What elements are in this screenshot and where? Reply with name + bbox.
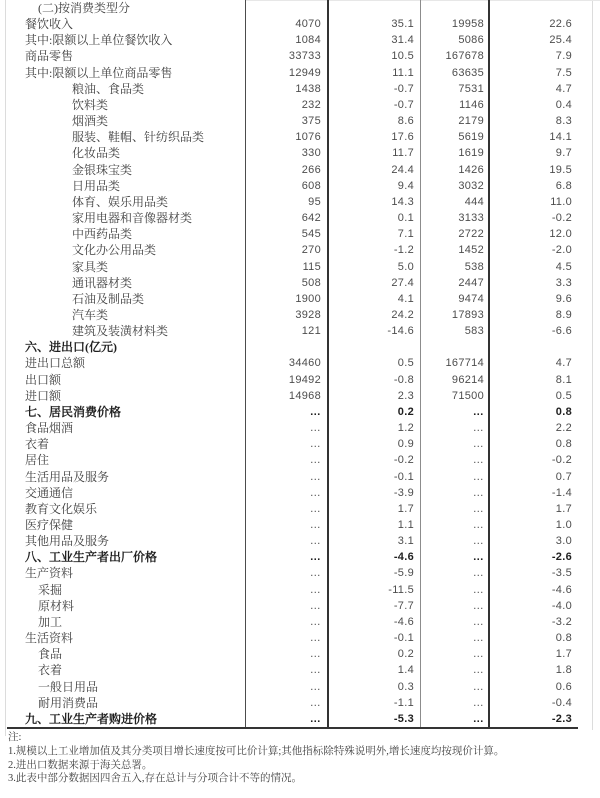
table-row [7,210,578,226]
cell-value: 545 [246,226,329,242]
table-row [7,469,578,485]
row-label: 建筑及装潢材料类 [7,323,246,339]
row-label: 生活用品及服务 [7,469,246,485]
row-label: 服装、鞋帽、针纺织品类 [7,129,246,145]
cell-value: 538 [421,259,490,275]
table-row [7,501,578,517]
table-row [7,355,578,371]
cell-value: 2722 [421,226,490,242]
table-row [7,32,578,48]
row-label: 中西药品类 [7,226,246,242]
cell-value: … [246,436,329,452]
cell-value: 19958 [421,16,490,32]
table-row [7,65,578,81]
table-row [7,630,578,646]
cell-value: 1146 [421,97,490,113]
cell-value: … [246,679,329,695]
table-row [7,178,578,194]
cell-value: 35.1 [329,16,421,32]
cell-value [329,0,421,16]
table-row [7,242,578,258]
row-label: 烟酒类 [7,113,246,129]
table-row [7,517,578,533]
table-row [7,323,578,339]
cell-value: 121 [246,323,329,339]
cell-value: 7.9 [555,50,572,63]
table-row [7,162,578,178]
row-label: 体育、娱乐用品类 [7,194,246,210]
cell-value: … [246,533,329,549]
cell-value: -4.0 [551,599,572,612]
row-label: 交通通信 [7,485,246,501]
row-label: 餐饮收入 [7,16,246,32]
cell-value: … [246,598,329,614]
cell-value: 5.0 [329,259,421,275]
cell-value: 0.9 [329,436,421,452]
cell-value: 0.2 [329,646,421,662]
cell-value: 266 [246,162,329,178]
cell-value [490,0,578,16]
cell-value: -4.6 [551,583,572,596]
table-row [7,598,578,614]
row-label: 居住 [7,452,246,468]
row-label: 七、居民消费价格 [7,404,246,420]
cell-value: 96214 [421,372,490,388]
row-label: 八、工业生产者出厂价格 [7,549,246,565]
table-row [7,582,578,598]
table-row [7,81,578,97]
row-label: 生活资料 [7,630,246,646]
cell-value: -4.6 [329,549,421,565]
table-row [7,420,578,436]
cell-value: 1.1 [329,517,421,533]
cell-value: 167678 [421,48,490,64]
cell-value: -7.7 [329,598,421,614]
cell-value: -2.6 [551,551,572,564]
cell-value: 14.3 [329,194,421,210]
cell-value: 0.8 [555,632,572,645]
cell-value: 7.1 [329,226,421,242]
cell-value: -1.1 [329,695,421,711]
cell-value: … [246,662,329,678]
cell-value: 19492 [246,372,329,388]
cell-value [421,339,490,355]
row-label: 九、工业生产者购进价格 [7,711,246,727]
cell-value [421,0,490,16]
cell-value: … [246,469,329,485]
row-label: 原材料 [7,598,246,614]
row-label: 通讯器材类 [7,275,246,291]
table-row [7,259,578,275]
cell-value: … [421,485,490,501]
cell-value: … [421,679,490,695]
cell-value: 12949 [246,65,329,81]
cell-value: 9.7 [555,147,572,160]
cell-value: 167714 [421,355,490,371]
cell-value: … [421,646,490,662]
cell-value [490,339,578,355]
row-label: 文化办公用品类 [7,242,246,258]
cell-value: 0.6 [555,680,572,693]
cell-value: 0.5 [555,389,572,402]
cell-value: 8.1 [555,373,572,386]
row-label: 其中:限额以上单位餐饮收入 [7,32,246,48]
cell-value: … [421,582,490,598]
row-label: 衣着 [7,436,246,452]
cell-value: … [246,485,329,501]
page-right-edge-line [592,0,593,730]
cell-value: 12.0 [549,228,572,241]
cell-value: 1.2 [329,420,421,436]
cell-value: 2.2 [555,422,572,435]
table-row [7,113,578,129]
cell-value: -0.4 [551,696,572,709]
cell-value: 270 [246,242,329,258]
cell-value: 24.4 [329,162,421,178]
table-row [7,452,578,468]
cell-value: 1438 [246,81,329,97]
row-label: 生产资料 [7,565,246,581]
cell-value: -0.1 [329,630,421,646]
row-label: 其他用品及服务 [7,533,246,549]
cell-value: 1619 [421,145,490,161]
cell-value: … [246,646,329,662]
cell-value: … [421,662,490,678]
cell-value: -5.9 [329,565,421,581]
row-label: 食品烟酒 [7,420,246,436]
cell-value [246,0,329,16]
row-label: 进出口总额 [7,355,246,371]
row-label: 家具类 [7,259,246,275]
footnotes-list [8,745,592,786]
cell-value: 17893 [421,307,490,323]
note-item: 3.此表中部分数据因四舍五入,存在总计与分项合计不等的情况。 [8,773,302,785]
cell-value: … [246,452,329,468]
cell-value: 25.4 [549,34,572,47]
cell-value: … [246,630,329,646]
table-row [7,97,578,113]
cell-value: 1.0 [555,519,572,531]
cell-value: -0.1 [329,469,421,485]
cell-value: 3133 [421,210,490,226]
cell-value: -0.2 [551,212,572,225]
cell-value: 4.7 [555,357,572,370]
cell-value: -11.5 [329,582,421,598]
table-row [7,662,578,678]
cell-value: 0.8 [555,405,572,418]
cell-value: 0.2 [329,404,421,420]
row-label: 衣着 [7,662,246,678]
table-row [7,145,578,161]
row-label: 加工 [7,614,246,630]
cell-value: 2.3 [329,388,421,404]
row-label: 饮料类 [7,97,246,113]
cell-value: 31.4 [329,32,421,48]
row-label: 医疗保健 [7,517,246,533]
cell-value: … [421,436,490,452]
cell-value: 583 [421,323,490,339]
cell-value: -0.2 [551,454,572,467]
cell-value: 0.3 [329,679,421,695]
cell-value [246,339,329,355]
cell-value: -2.0 [551,244,572,257]
cell-value: 24.2 [329,307,421,323]
cell-value: … [246,420,329,436]
table-row [7,533,578,549]
cell-value: … [421,630,490,646]
footnotes-title: 注: [8,732,22,743]
cell-value: 1426 [421,162,490,178]
cell-value [329,339,421,355]
cell-value: 4.5 [555,260,572,273]
cell-value: 4.7 [555,82,572,95]
cell-value: 7.5 [555,66,572,79]
cell-value: 0.4 [555,98,572,111]
cell-value: 4.1 [329,291,421,307]
cell-value: -1.2 [329,242,421,258]
row-label: 日用品类 [7,178,246,194]
table-row [7,646,578,662]
row-label: 耐用消费品 [7,695,246,711]
table-row [7,549,578,565]
cell-value: 1.7 [329,501,421,517]
cell-value: 375 [246,113,329,129]
row-label: 一般日用品 [7,679,246,695]
cell-value: -3.9 [329,485,421,501]
cell-value: 11.0 [550,195,572,208]
cell-value: 0.1 [329,210,421,226]
cell-value: … [421,469,490,485]
cell-value: … [421,533,490,549]
cell-value: -3.5 [551,567,572,580]
cell-value: 2447 [421,275,490,291]
cell-value: -3.2 [551,615,572,628]
row-label: 金银珠宝类 [7,162,246,178]
table-row [7,388,578,404]
cell-value: -0.7 [329,81,421,97]
cell-value: 1900 [246,291,329,307]
cell-value: 0.8 [555,438,572,451]
cell-value: 3032 [421,178,490,194]
table-row [7,0,578,16]
cell-value: … [421,517,490,533]
cell-value: 1452 [421,242,490,258]
cell-value: -2.3 [551,712,572,725]
cell-value: -1.4 [551,486,572,499]
cell-value: … [421,501,490,517]
cell-value: 7531 [421,81,490,97]
table-row [7,372,578,388]
note-item: 2.进出口数据来源于海关总署。 [8,759,153,771]
cell-value: … [246,565,329,581]
cell-value: 2179 [421,113,490,129]
table-row [7,565,578,581]
table-row [7,404,578,420]
cell-value: 9.6 [555,292,572,305]
cell-value: 3928 [246,307,329,323]
cell-value: 8.9 [555,308,572,321]
row-label: 教育文化娱乐 [7,501,246,517]
cell-value: … [421,420,490,436]
cell-value: … [246,517,329,533]
cell-value: … [246,614,329,630]
cell-value: -6.6 [551,325,572,338]
cell-value: 71500 [421,388,490,404]
cell-value: 63635 [421,65,490,81]
cell-value: -4.6 [329,614,421,630]
row-label: 化妆品类 [7,145,246,161]
cell-value: … [421,711,490,727]
cell-value: 0.7 [555,470,572,483]
cell-value: 8.3 [555,115,572,128]
row-label: (二)按消费类型分 [7,0,246,16]
cell-value: 3.3 [555,276,572,289]
row-label: 石油及制品类 [7,291,246,307]
cell-value: 95 [246,194,329,210]
cell-value: 11.7 [329,145,421,161]
cell-value: 9474 [421,291,490,307]
cell-value: … [421,614,490,630]
row-label: 六、进出口(亿元) [7,339,246,355]
cell-value: 3.0 [555,535,572,548]
table-row [7,226,578,242]
cell-value: 608 [246,178,329,194]
table-row [7,614,578,630]
cell-value: 14.1 [549,131,572,144]
cell-value: -0.8 [329,372,421,388]
table-row [7,695,578,711]
cell-value: … [246,582,329,598]
table-row [7,291,578,307]
cell-value: 1.7 [555,502,572,515]
cell-value: -14.6 [329,323,421,339]
cell-value: 14968 [246,388,329,404]
cell-value: 5619 [421,129,490,145]
cell-value: 330 [246,145,329,161]
cell-value: 34460 [246,355,329,371]
row-label: 商品零售 [7,48,246,64]
row-label: 食品 [7,646,246,662]
row-label: 其中:限额以上单位商品零售 [7,65,246,81]
table-row [7,194,578,210]
row-label: 家用电器和音像器材类 [7,210,246,226]
cell-value: -0.7 [329,97,421,113]
cell-value: … [421,549,490,565]
cell-value: … [421,695,490,711]
cell-value: 8.6 [329,113,421,129]
table-row [7,485,578,501]
cell-value: 115 [246,259,329,275]
table-row [7,48,578,64]
table-row [7,436,578,452]
cell-value: … [246,549,329,565]
row-label: 进口额 [7,388,246,404]
note-item: 1.规模以上工业增加值及其分类项目增长速度按可比价计算;其他指标除特殊说明外,增长速度均按现价计算。 [8,745,505,757]
cell-value: 17.6 [329,129,421,145]
cell-value: 27.4 [329,275,421,291]
cell-value: 508 [246,275,329,291]
table-row [7,307,578,323]
table-row [7,16,578,32]
row-label: 采掘 [7,582,246,598]
cell-value: … [246,501,329,517]
row-label: 粮油、食品类 [7,81,246,97]
cell-value: 1.8 [555,664,572,677]
cell-value: 642 [246,210,329,226]
cell-value: 19.5 [549,163,572,176]
cell-value: … [421,598,490,614]
cell-value: -0.2 [329,452,421,468]
cell-value: 1076 [246,129,329,145]
cell-value: 4070 [246,16,329,32]
cell-value: -5.3 [329,711,421,727]
footnotes [8,731,592,786]
page-left-edge-line [5,0,6,736]
cell-value: 10.5 [329,48,421,64]
cell-value: … [246,711,329,727]
table-row [7,339,578,355]
cell-value: 232 [246,97,329,113]
cell-value: … [421,404,490,420]
cell-value: 1.4 [329,662,421,678]
cell-value: 11.1 [329,65,421,81]
indicator-table [7,0,578,729]
cell-value: … [421,565,490,581]
cell-value: 33733 [246,48,329,64]
cell-value: 9.4 [329,178,421,194]
table-row [7,275,578,291]
cell-value: 6.8 [555,179,572,192]
cell-value: 1084 [246,32,329,48]
table-row [7,711,578,727]
cell-value: 1.7 [555,648,572,661]
table-row [7,679,578,695]
cell-value: 3.1 [329,533,421,549]
cell-value: 5086 [421,32,490,48]
cell-value: … [246,404,329,420]
cell-value: … [421,452,490,468]
table-row [7,129,578,145]
row-label: 汽车类 [7,307,246,323]
cell-value: 444 [421,194,490,210]
cell-value: 0.5 [329,355,421,371]
cell-value: 22.6 [549,18,572,31]
cell-value: … [246,695,329,711]
row-label: 出口额 [7,372,246,388]
